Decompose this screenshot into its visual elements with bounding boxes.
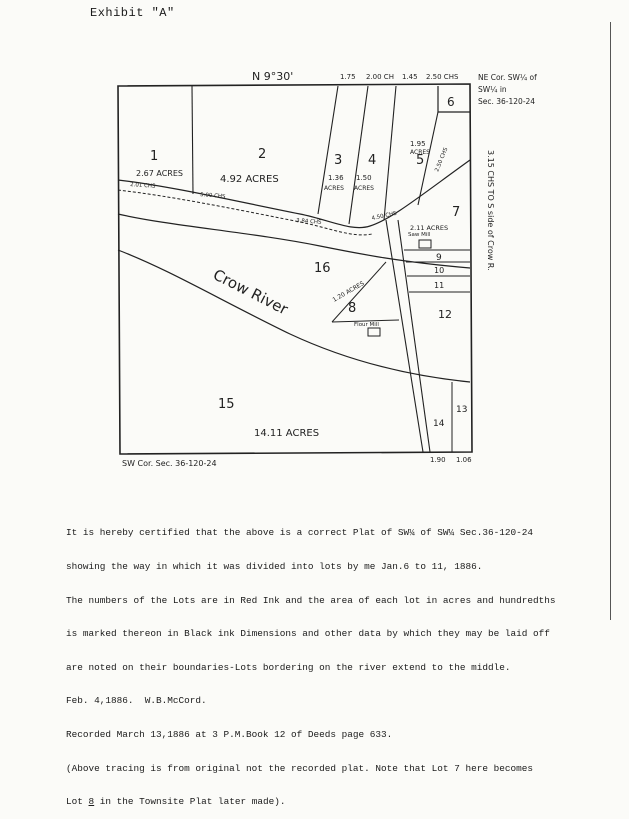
river-label: Crow River (210, 265, 291, 319)
dim-row-3: 5.00 CHS (199, 192, 226, 201)
ne-corner-note-2: SW¼ in (478, 85, 507, 94)
cert-line-9-prefix: Lot (66, 796, 83, 808)
lot-2-area: 4.92 ACRES (220, 174, 279, 185)
lot-12-number: 12 (438, 308, 452, 321)
sw-corner-label: SW Cor. Sec. 36-120-24 (122, 459, 217, 468)
lot-5-unit: ACRES (410, 149, 430, 156)
exhibit-title: Exhibit "A" (90, 6, 175, 20)
river-north-bank (118, 214, 470, 268)
dim-row-4: 4.50 CHS (371, 210, 398, 222)
bottom-dim-1: 1.90 (430, 456, 446, 464)
lot-15-area: 14.11 ACRES (254, 428, 320, 439)
flour-mill-icon (368, 328, 380, 336)
cert-line-2: showing the way in which it was divided into lots by me Jan.6 to 11, 1886. (66, 561, 483, 573)
cert-line-3: The numbers of the Lots are in Red Ink and the area of each lot in acres and hundredths (66, 594, 556, 606)
road-west-edge (386, 220, 423, 452)
lot-13-number: 13 (456, 405, 468, 415)
dim-river-south: 3.84 CHS (295, 218, 322, 226)
dim-row-1: 2.50 CHS (434, 146, 450, 173)
ne-corner-note-3: Sec. 36-120-24 (478, 97, 536, 106)
cert-lot-number: 8 (88, 796, 95, 808)
lot-6-number: 6 (447, 95, 455, 109)
road-east-edge (398, 220, 430, 452)
certificate-text (66, 505, 606, 819)
lot-7-area: 2.11 ACRES (410, 224, 449, 232)
lot-1-number: 1 (150, 149, 159, 164)
lot-9-number: 9 (436, 253, 442, 263)
lot-8-number: 8 (348, 301, 357, 316)
lot-7-number: 7 (452, 205, 461, 220)
lot-3-number: 3 (334, 153, 343, 168)
lot-4-area: 1.50 (356, 174, 372, 182)
cert-line-1: It is hereby certified that the above is a correct Plat of SW¼ of SW¼ Sec.36-120-24 (66, 527, 533, 539)
lot-4-unit: ACRES (354, 185, 374, 192)
ne-corner-note-1: NE Cor. SW¼ of (478, 73, 537, 82)
road-line-lower (118, 190, 372, 235)
lot-8-area: 1.20 ACRES (331, 280, 366, 304)
lot-10-number: 10 (434, 266, 445, 275)
lot-15-number: 15 (218, 397, 235, 412)
lot-2-number: 2 (258, 147, 267, 162)
cert-line-5: are noted on their boundaries-Lots bordering on the river extend to the middle. (66, 661, 511, 673)
top-dim-3: 1.45 (402, 73, 418, 81)
flour-mill-label: Flour Mill (354, 322, 379, 328)
lot-3-unit: ACRES (324, 185, 344, 192)
divider-1-2 (192, 86, 193, 194)
lot-3-area: 1.36 (328, 174, 344, 182)
lot-1-area: 2.67 ACRES (136, 169, 183, 178)
dim-row-2: 2.01 CHS (129, 182, 156, 190)
divider-2-3 (318, 86, 338, 214)
cert-line-9 (66, 796, 606, 807)
lot-5-area: 1.95 (410, 140, 426, 148)
top-bearing: N 9°30' (252, 70, 294, 83)
cert-line-7: Recorded March 13,1886 at 3 P.M.Book 12 of Deeds page 633. (66, 729, 393, 741)
lot-11-number: 11 (434, 281, 445, 290)
top-dim-2: 2.00 CH (366, 73, 394, 81)
cert-line-8: (Above tracing is from original not the recorded plat. Note that Lot 7 here becomes (66, 762, 533, 774)
top-dim-1: 1.75 (340, 73, 356, 81)
cert-line-4: is marked thereon in Black ink Dimensions and other data by which they may be laid off (66, 628, 550, 640)
lot-14-number: 14 (433, 419, 445, 429)
saw-mill-icon (419, 240, 431, 248)
divider-3-4 (349, 86, 368, 224)
east-side-note: 3.15 CHS TO S side of Crow R. (486, 150, 495, 271)
saw-mill-label: Saw Mill (408, 232, 431, 238)
lot-5-number: 5 (416, 153, 425, 168)
top-dim-4: 2.50 CHS (426, 73, 459, 81)
divider-4-5 (384, 86, 396, 220)
cert-line-9-suffix: in the Townsite Plat later made). (94, 796, 286, 808)
lot-16-number: 16 (314, 261, 331, 276)
cert-line-6: Feb. 4,1886. W.B.McCord. (66, 695, 207, 707)
lot-4-number: 4 (368, 153, 377, 168)
bottom-dim-2: 1.06 (456, 456, 472, 464)
